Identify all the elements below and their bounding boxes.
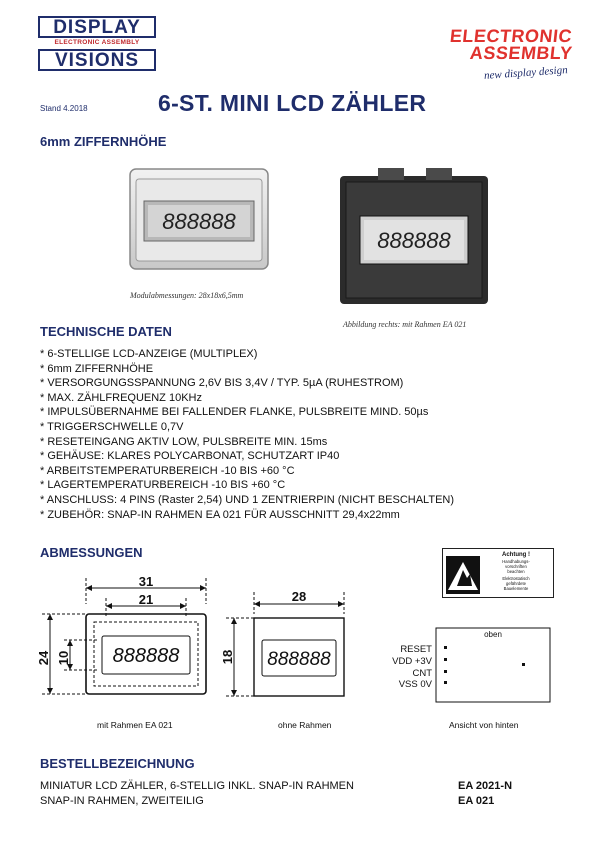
spec-item: * RESETEINGANG AKTIV LOW, PULSBREITE MIN. 15ms bbox=[40, 435, 328, 448]
spec-item: * MAX. ZÄHLFREQUENZ 10KHz bbox=[40, 391, 202, 404]
pin-dot bbox=[444, 670, 447, 673]
module-photo-framed bbox=[338, 166, 490, 308]
pin-dot bbox=[444, 658, 447, 661]
label-back-view: Ansicht von hinten bbox=[449, 720, 519, 730]
order-desc: MINIATUR LCD ZÄHLER, 6-STELLIG INKL. SNAP-IN RAHMEN bbox=[40, 780, 354, 792]
logo-right-line1: ELECTRONIC bbox=[449, 26, 574, 46]
display-visions-logo bbox=[38, 16, 156, 74]
label-without-frame: ohne Rahmen bbox=[278, 720, 332, 730]
spec-item: * ARBEITSTEMPERATURBEREICH -10 BIS +60 °C bbox=[40, 464, 295, 477]
order-desc: SNAP-IN RAHMEN, ZWEITEILIG bbox=[40, 795, 204, 807]
logo-left-line1: DISPLAY bbox=[38, 16, 156, 38]
spec-item: * TRIGGERSCHWELLE 0,7V bbox=[40, 420, 184, 433]
order-code: EA 2021-N bbox=[458, 780, 513, 792]
esd-text: gefährdete bbox=[505, 581, 527, 586]
spec-item: * VERSORGUNGSSPANNUNG 2,6V BIS 3,4V / TYP. 5µA (RUHESTROM) bbox=[40, 377, 404, 390]
logo-left-line3: VISIONS bbox=[38, 49, 156, 71]
dims-heading: ABMESSUNGEN bbox=[40, 545, 143, 560]
pin-label: VDD +3V bbox=[392, 656, 432, 667]
back-top-label: oben bbox=[484, 630, 502, 639]
page-subtitle: 6mm ZIFFERNHÖHE bbox=[40, 134, 167, 149]
dim-24: 24 bbox=[36, 650, 51, 666]
pin-label: VSS 0V bbox=[398, 679, 432, 690]
spec-item: * 6mm ZIFFERNHÖHE bbox=[40, 362, 154, 375]
spec-item: * LAGERTEMPERATURBEREICH -10 BIS +60 °C bbox=[40, 479, 286, 492]
tech-spec-list bbox=[40, 347, 454, 522]
label-with-frame: mit Rahmen EA 021 bbox=[97, 720, 173, 730]
pin-dot bbox=[444, 681, 447, 684]
esd-text: beachten bbox=[507, 569, 525, 574]
spec-item: * ZUBEHÖR: SNAP-IN RAHMEN EA 021 FÜR AUSSCHNITT 29,4x22mm bbox=[40, 508, 400, 521]
esd-text: Elektrostatisch bbox=[502, 576, 530, 581]
left-photo-caption: Modulabmessungen: 28x18x6,5mm bbox=[130, 291, 244, 300]
right-photo-digits: 888888 bbox=[377, 228, 451, 253]
dim-18: 18 bbox=[220, 649, 235, 665]
esd-text: Bauelemente bbox=[503, 586, 529, 591]
esd-title: Achtung ! bbox=[502, 552, 530, 558]
logo-right-line2: ASSEMBLY bbox=[468, 43, 574, 63]
document-date: Stand 4.2018 bbox=[40, 104, 88, 113]
spec-item: * IMPULSÜBERNAHME BEI FALLENDER FLANKE, PULSBREITE MIND. 50µs bbox=[40, 406, 429, 419]
left-photo-digits: 888888 bbox=[162, 209, 236, 234]
dims-drawing-with-frame bbox=[38, 576, 218, 706]
centering-pin-dot bbox=[522, 663, 525, 666]
esd-text: vorschriften bbox=[505, 564, 527, 569]
tech-heading: TECHNISCHE DATEN bbox=[40, 324, 172, 339]
dims-drawing-without-frame bbox=[222, 590, 350, 706]
esd-warning-label bbox=[442, 548, 554, 598]
spec-item: * GEHÄUSE: KLARES POLYCARBONAT, SCHUTZART IP40 bbox=[40, 450, 340, 463]
dim-31: 31 bbox=[138, 574, 154, 589]
dim-28: 28 bbox=[291, 589, 307, 604]
pin-dot bbox=[444, 646, 447, 649]
page-title: 6-ST. MINI LCD ZÄHLER bbox=[158, 90, 427, 116]
order-heading: BESTELLBEZEICHNUNG bbox=[40, 756, 195, 771]
drawing-digits: 888888 bbox=[267, 649, 331, 670]
esd-text: Handhabungs- bbox=[502, 559, 530, 564]
dims-drawing-back-view bbox=[382, 626, 554, 706]
logo-left-line2: ELECTRONIC ASSEMBLY bbox=[54, 39, 140, 46]
dim-21: 21 bbox=[138, 592, 154, 607]
electronic-assembly-logo bbox=[437, 26, 572, 86]
drawing-digits: 888888 bbox=[112, 645, 180, 667]
module-photo-clear bbox=[126, 163, 274, 275]
dim-10: 10 bbox=[56, 650, 71, 666]
pin-label: RESET bbox=[400, 644, 432, 655]
right-photo-caption: Abbildung rechts: mit Rahmen EA 021 bbox=[343, 320, 467, 329]
pin-label: CNT bbox=[412, 668, 432, 679]
spec-item: * ANSCHLUSS: 4 PINS (Raster 2,54) UND 1 ZENTRIERPIN (NICHT BESCHALTEN) bbox=[40, 493, 455, 506]
order-code: EA 021 bbox=[458, 795, 495, 807]
logo-right-tagline: new display design bbox=[483, 64, 569, 82]
spec-item: * 6-STELLIGE LCD-ANZEIGE (MULTIPLEX) bbox=[40, 348, 258, 360]
